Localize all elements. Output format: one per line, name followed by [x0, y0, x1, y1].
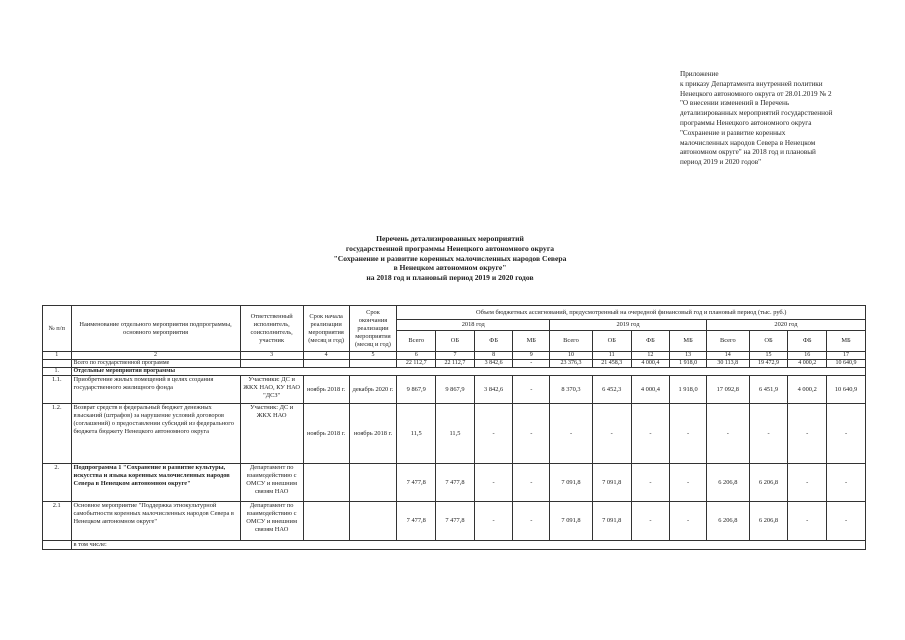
section-label: Отдельные мероприятия программы	[71, 368, 865, 376]
total-start	[303, 360, 349, 368]
row-num: 2.1	[43, 502, 72, 541]
appendix-note	[680, 70, 900, 168]
row-end	[349, 502, 397, 541]
row-start: ноябрь 2018 г.	[303, 404, 349, 464]
header-start: Срок начала реализации мероприятия (месяц и год)	[303, 306, 349, 352]
header-sub: ФБ	[474, 331, 513, 352]
row-responsible: Департамент по взаимодействию с ОМСУ и внешним связям НАО	[240, 464, 303, 502]
table-row	[43, 464, 866, 502]
header-sub: ОБ	[749, 331, 788, 352]
row-value: -	[670, 404, 707, 464]
column-number: 13	[670, 352, 707, 360]
row-name: Подпрограмма 1 "Сохранение и развитие культуры, искусства и языка коренных малочисленных народов Севера в Ненецком автономном округе"	[71, 464, 240, 502]
row-value: 17 092,8	[706, 376, 749, 404]
row-value: -	[670, 502, 707, 541]
header-sub: ФБ	[788, 331, 827, 352]
title-line: в Ненецком автономном округе"	[393, 263, 507, 273]
row-value: 11,5	[436, 404, 475, 464]
row-num: 1.2.	[43, 404, 72, 464]
row-value: -	[827, 404, 866, 464]
header-sub: МБ	[513, 331, 550, 352]
row-value: -	[550, 404, 593, 464]
header-sub: Всего	[397, 331, 436, 352]
row-value: -	[631, 404, 670, 464]
appendix-line: малочисленных народов Севера в Ненецком	[680, 138, 816, 147]
column-number: 10	[550, 352, 593, 360]
row-responsible: Участник: ДС и ЖКХ НАО	[240, 404, 303, 464]
row-value: 7 477,8	[436, 464, 475, 502]
total-value: 30 113,8	[706, 360, 749, 368]
row-end: ноябрь 2018 г.	[349, 404, 397, 464]
row-responsible: Участники: ДС и ЖКХ НАО, КУ НАО "ДСЗ"	[240, 376, 303, 404]
row-value: -	[592, 404, 631, 464]
row-value: 7 477,8	[397, 464, 436, 502]
row-end	[349, 464, 397, 502]
appendix-line: детализированных мероприятий государственной	[680, 109, 833, 118]
section-row	[43, 368, 866, 376]
total-value: -	[513, 360, 550, 368]
row-value: -	[788, 464, 827, 502]
including-row	[43, 541, 866, 550]
row-value: -	[513, 502, 550, 541]
total-value: 4 000,2	[788, 360, 827, 368]
total-value: 1 918,0	[670, 360, 707, 368]
row-value: 7 091,8	[592, 464, 631, 502]
appendix-line: Ненецкого автономного округа от 28.01.2019 № 2	[680, 89, 832, 98]
row-value: -	[474, 404, 513, 464]
header-budget: Объем бюджетных ассигнований, предусмотренный на очередной финансовый год и плановый период (тыс. руб.)	[397, 306, 866, 320]
appendix-line: программы Ненецкого автономного округа	[680, 118, 812, 127]
row-num: 2.	[43, 464, 72, 502]
row-name: Приобретение жилых помещений в целях создания государственного жилищного фонда	[71, 376, 240, 404]
header-sub: ФБ	[631, 331, 670, 352]
table-row	[43, 404, 866, 464]
row-value: 4 000,4	[631, 376, 670, 404]
row-value: -	[827, 464, 866, 502]
total-resp	[240, 360, 303, 368]
appendix-line: автономном округе" на 2018 год и плановый	[680, 148, 816, 157]
section-num: 1.	[43, 368, 72, 376]
row-value: 4 000,2	[788, 376, 827, 404]
total-value: 23 376,3	[550, 360, 593, 368]
total-value: 21 458,3	[592, 360, 631, 368]
column-number: 12	[631, 352, 670, 360]
row-value: 6 451,9	[749, 376, 788, 404]
row-value: -	[513, 464, 550, 502]
row-value: 6 206,8	[706, 464, 749, 502]
column-number: 8	[474, 352, 513, 360]
header-name: Наименование отдельного мероприятия подпрограммы, основного мероприятия	[71, 306, 240, 352]
total-value: 22 112,7	[397, 360, 436, 368]
title-line: "Сохранение и развитие коренных малочисленных народов Севера	[333, 253, 567, 263]
column-number: 3	[240, 352, 303, 360]
header-sub: Всего	[706, 331, 749, 352]
column-number: 14	[706, 352, 749, 360]
row-value: 6 206,8	[749, 502, 788, 541]
row-value: 1 918,0	[670, 376, 707, 404]
appendix-line: "Сохранение и развитие коренных	[680, 128, 786, 137]
row-value: -	[513, 404, 550, 464]
column-number-row	[43, 352, 866, 360]
document-title	[290, 234, 610, 283]
header-sub: МБ	[670, 331, 707, 352]
row-value: 7 091,8	[550, 502, 593, 541]
including-num	[43, 541, 72, 550]
row-value: 7 477,8	[397, 502, 436, 541]
total-value: 3 842,6	[474, 360, 513, 368]
total-value: 19 472,9	[749, 360, 788, 368]
column-number: 9	[513, 352, 550, 360]
header-row	[43, 306, 866, 320]
row-value: -	[670, 464, 707, 502]
column-number: 4	[303, 352, 349, 360]
header-end: Срок окончания реализации мероприятия (месяц и год)	[349, 306, 397, 352]
total-value: 10 640,9	[827, 360, 866, 368]
appendix-line: Приложение	[680, 70, 719, 78]
column-number: 16	[788, 352, 827, 360]
total-label: Всего по государственной программе	[71, 360, 240, 368]
header-sub: МБ	[827, 331, 866, 352]
measures-table	[42, 305, 866, 550]
row-value: 10 640,9	[827, 376, 866, 404]
column-number: 6	[397, 352, 436, 360]
header-year: 2020 год	[706, 320, 865, 331]
header-year: 2018 год	[397, 320, 550, 331]
row-value: 7 091,8	[550, 464, 593, 502]
column-number: 15	[749, 352, 788, 360]
row-value: 11,5	[397, 404, 436, 464]
title-line: государственной программы Ненецкого автономного округа	[345, 243, 555, 253]
row-value: -	[827, 502, 866, 541]
row-end: декабрь 2020 г.	[349, 376, 397, 404]
header-num: № п/п	[43, 306, 72, 352]
row-value: -	[749, 404, 788, 464]
row-num: 1.1.	[43, 376, 72, 404]
total-end	[349, 360, 397, 368]
row-value: 7 091,8	[592, 502, 631, 541]
header-sub: ОБ	[592, 331, 631, 352]
row-value: -	[788, 404, 827, 464]
title-line: на 2018 год и плановый период 2019 и 2020 годов	[366, 273, 534, 283]
row-start	[303, 502, 349, 541]
row-name: Основное мероприятие "Поддержка этнокультурной самобытности коренных малочисленных народов Севера в Ненецком автономном округе"	[71, 502, 240, 541]
row-value: -	[631, 464, 670, 502]
row-value: -	[474, 502, 513, 541]
row-value: -	[631, 502, 670, 541]
row-value: 8 370,3	[550, 376, 593, 404]
total-row	[43, 360, 866, 368]
column-number: 11	[592, 352, 631, 360]
row-value: 9 867,9	[436, 376, 475, 404]
row-value: 6 206,8	[749, 464, 788, 502]
column-number: 17	[827, 352, 866, 360]
column-number: 7	[436, 352, 475, 360]
column-number: 2	[71, 352, 240, 360]
row-value: -	[474, 464, 513, 502]
total-value: 22 112,7	[436, 360, 475, 368]
row-value: 9 867,9	[397, 376, 436, 404]
row-value: 6 206,8	[706, 502, 749, 541]
including-label: в том числе:	[71, 541, 865, 550]
total-value: 4 000,4	[631, 360, 670, 368]
title-line: Перечень детализированных мероприятий	[376, 234, 524, 243]
header-year: 2019 год	[550, 320, 707, 331]
header-sub: ОБ	[436, 331, 475, 352]
row-responsible: Департамент по взаимодействию с ОМСУ и внешним связям НАО	[240, 502, 303, 541]
row-value: -	[788, 502, 827, 541]
header-sub: Всего	[550, 331, 593, 352]
row-name: Возврат средств в федеральный бюджет денежных взысканий (штрафов) за нарушение условий договоров (соглашений) о предоставлении субсидий из федерального бюджета бюджету Ненецкого автономного округа	[71, 404, 240, 464]
header-responsible: Ответственный исполнитель, соисполнитель, участник	[240, 306, 303, 352]
column-number: 5	[349, 352, 397, 360]
appendix-line: период 2019 и 2020 годов"	[680, 158, 762, 167]
row-value: 3 842,6	[474, 376, 513, 404]
appendix-line: к приказу Департамента внутренней политики	[680, 79, 823, 88]
table-row	[43, 502, 866, 541]
total-num	[43, 360, 72, 368]
table-row	[43, 376, 866, 404]
row-value: -	[706, 404, 749, 464]
appendix-line: "О внесении изменений в Перечень	[680, 99, 790, 108]
row-value: 7 477,8	[436, 502, 475, 541]
row-start: ноябрь 2018 г.	[303, 376, 349, 404]
row-value: 6 452,3	[592, 376, 631, 404]
row-value: -	[513, 376, 550, 404]
row-start	[303, 464, 349, 502]
column-number: 1	[43, 352, 72, 360]
